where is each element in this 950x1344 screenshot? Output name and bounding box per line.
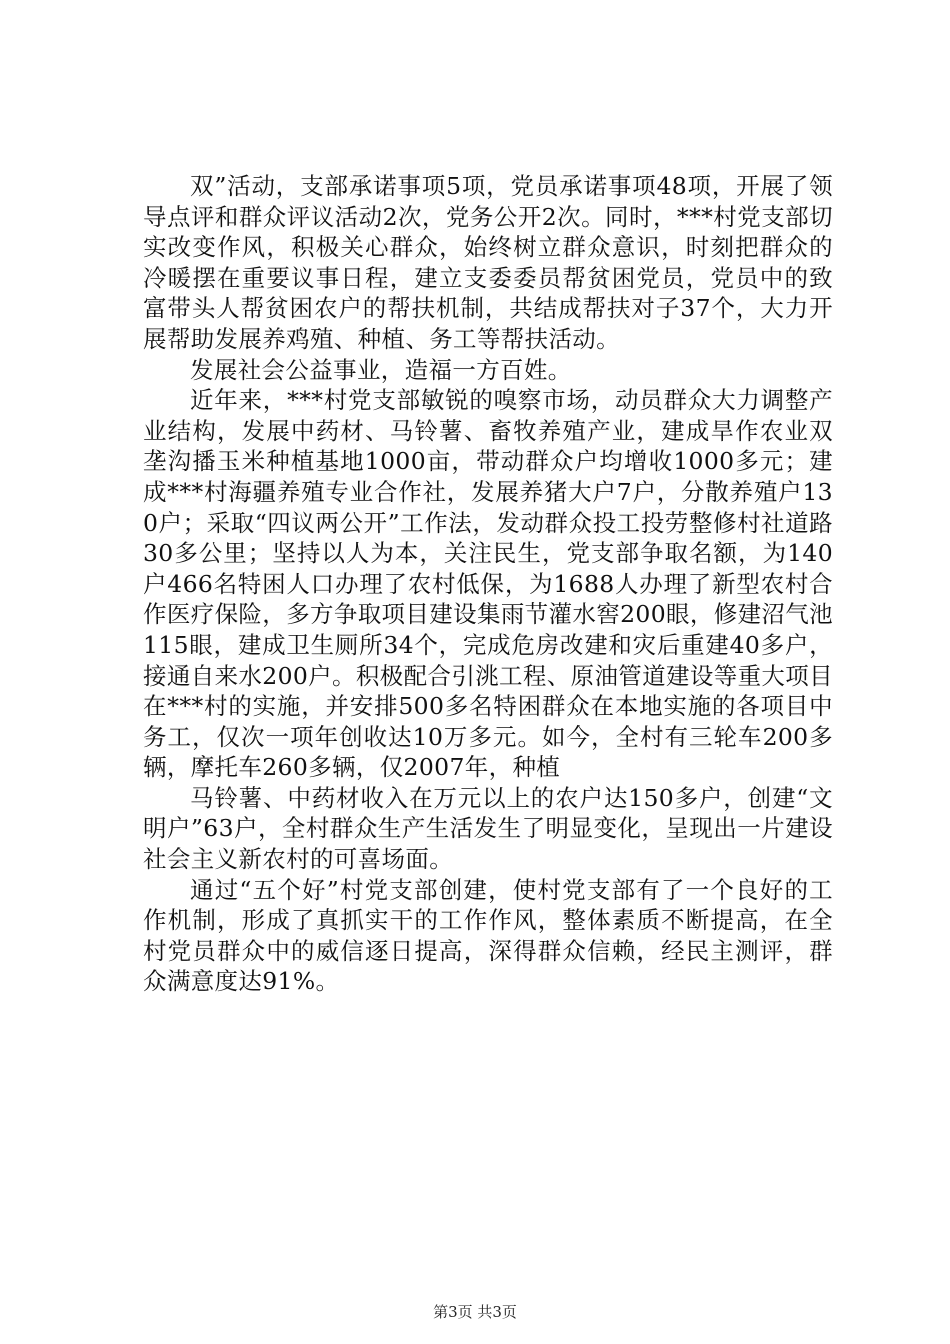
paragraph-conclusion: 通过“五个好”村党支部创建，使村党支部有了一个良好的工作机制，形成了真抓实干的工作作风，整体素质不断提高，在全村党员群众中的威信逐日提高，深得群众信赖，经民主测评，群众满意度达91%。 xyxy=(143,875,833,996)
paragraph-party-commitments: 双”活动，支部承诺事项5项，党员承诺事项48项，开展了领导点评和群众评议活动2次，党务公开2次。同时，***村党支部切实改变作风，积极关心群众，始终树立群众意识，时刻把群众的冷暖摆在重要议事日程，建立支委委员帮贫困党员，党员中的致富带头人帮贫困农户的帮扶机制，共结成帮扶对子37个，大力开展帮助发展养鸡殖、种植、务工等帮扶活动。 xyxy=(143,172,833,353)
page-number-footer: 第3页 共3页 xyxy=(433,1303,517,1321)
paragraph-industry-development: 近年来，***村党支部敏锐的嗅察市场，动员群众大力调整产业结构，发展中药材、马铃薯、畜牧养殖产业，建成旱作农业双垄沟播玉米种植基地1000亩，带动群众户均增收1000多元；建成***村海疆养殖专业合作社，发展养猪大户7户，分散养殖户130户；采取“四议两公开”工作法，发动群众投工投劳整修村社道路30多公里；坚持以人为本，关注民生，党支部争取名额，为140户466名特困人口办理了农村低保，为1688人办理了新型农村合作医疗保险，多方争取项目建设集雨节灌水窖200眼，修建沼气池115眼，建成卫生厕所34个，完成危房改建和灾后重建40多户，接通自来水200户。积极配合引洮工程、原油管道建设等重大项目在***村的实施，并安排500多名特困群众在本地实施的各项目中务工，仅次一项年创收达10万多元。如今，全村有三轮车200多辆，摩托车260多辆，仅2007年，种植 xyxy=(143,386,833,782)
document-body xyxy=(143,171,833,997)
paragraph-income-results: 马铃薯、中药材收入在万元以上的农户达150多户，创建“文明户”63户，全村群众生产生活发生了明显变化，呈现出一片建设社会主义新农村的可喜场面。 xyxy=(143,783,833,874)
paragraph-heading-public-welfare: 发展社会公益事业，造福一方百姓。 xyxy=(190,355,572,384)
